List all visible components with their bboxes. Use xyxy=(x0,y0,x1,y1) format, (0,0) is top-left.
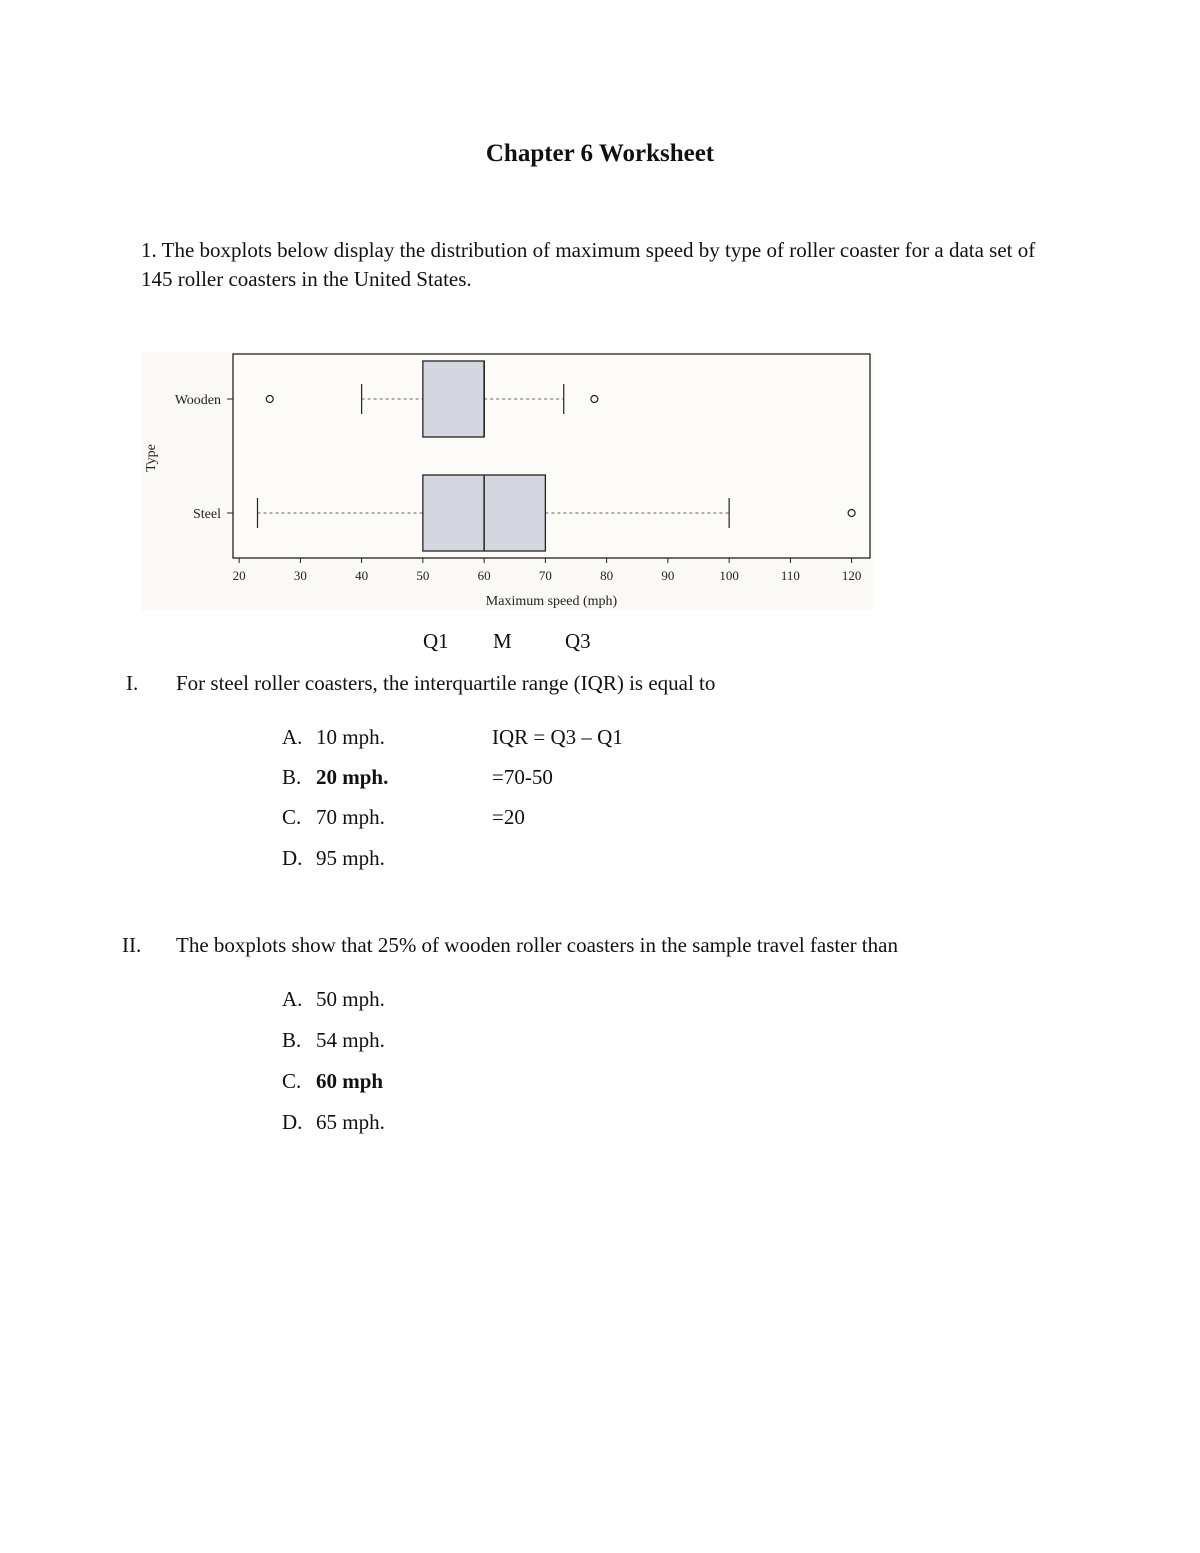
work-line: IQR = Q3 – Q1 xyxy=(492,725,623,749)
option-a xyxy=(282,725,385,750)
x-tick-label: 30 xyxy=(293,568,307,583)
option-c xyxy=(282,805,385,830)
x-tick-label: 40 xyxy=(355,568,369,583)
boxplot-svg xyxy=(141,352,873,610)
plot-panel xyxy=(233,354,870,558)
x-tick-label: 20 xyxy=(232,568,246,583)
x-tick-label: 110 xyxy=(780,568,800,583)
boxplot-chart xyxy=(141,352,873,610)
option-text: 20 mph. xyxy=(316,765,389,789)
x-tick-label: 50 xyxy=(416,568,430,583)
option-text: 60 mph xyxy=(316,1069,384,1093)
x-tick-label: 100 xyxy=(719,568,739,583)
question-text: For steel roller coasters, the interquartile range (IQR) is equal to xyxy=(176,671,716,695)
option-a xyxy=(282,987,385,1012)
x-axis-label: Maximum speed (mph) xyxy=(485,594,618,609)
x-tick-label: 70 xyxy=(538,568,552,583)
option-c xyxy=(282,1069,383,1094)
option-b xyxy=(282,1028,385,1053)
option-d xyxy=(282,846,385,871)
option-letter: B. xyxy=(282,1028,302,1052)
median-annotation: M xyxy=(493,629,512,653)
option-letter: B. xyxy=(282,765,302,789)
x-tick-label: 60 xyxy=(477,568,491,583)
page-title: Chapter 6 Worksheet xyxy=(485,140,715,167)
option-letter: D. xyxy=(282,846,303,870)
y-axis-label: Type xyxy=(144,444,159,472)
option-text: 50 mph. xyxy=(316,987,385,1011)
option-b xyxy=(282,765,388,790)
work-line: =20 xyxy=(492,805,525,829)
x-tick-label: 80 xyxy=(600,568,614,583)
intro-paragraph: 1. The boxplots below display the distribution of maximum speed by type of roller coaster for a data set of 145 roller coasters in the United States. xyxy=(141,238,1036,291)
q1-annotation: Q1 xyxy=(423,629,449,653)
question-text: The boxplots show that 25% of wooden roller coasters in the sample travel faster than xyxy=(176,933,898,957)
option-text: 65 mph. xyxy=(316,1110,385,1134)
work-line: =70-50 xyxy=(492,765,553,789)
question-number: II. xyxy=(122,933,142,957)
x-tick-label: 120 xyxy=(841,568,862,583)
option-letter: A. xyxy=(282,725,303,749)
option-letter: D. xyxy=(282,1110,303,1134)
question-number: I. xyxy=(126,671,139,695)
option-text: 10 mph. xyxy=(316,725,385,749)
option-letter: C. xyxy=(282,1069,302,1093)
option-d xyxy=(282,1110,385,1135)
option-letter: A. xyxy=(282,987,303,1011)
option-text: 54 mph. xyxy=(316,1028,385,1052)
option-text: 70 mph. xyxy=(316,805,385,829)
option-letter: C. xyxy=(282,805,302,829)
q3-annotation: Q3 xyxy=(565,629,591,653)
y-tick-label: Wooden xyxy=(174,393,221,408)
box xyxy=(423,361,484,437)
x-tick-label: 90 xyxy=(661,568,675,583)
option-text: 95 mph. xyxy=(316,846,385,870)
y-tick-label: Steel xyxy=(193,507,221,522)
